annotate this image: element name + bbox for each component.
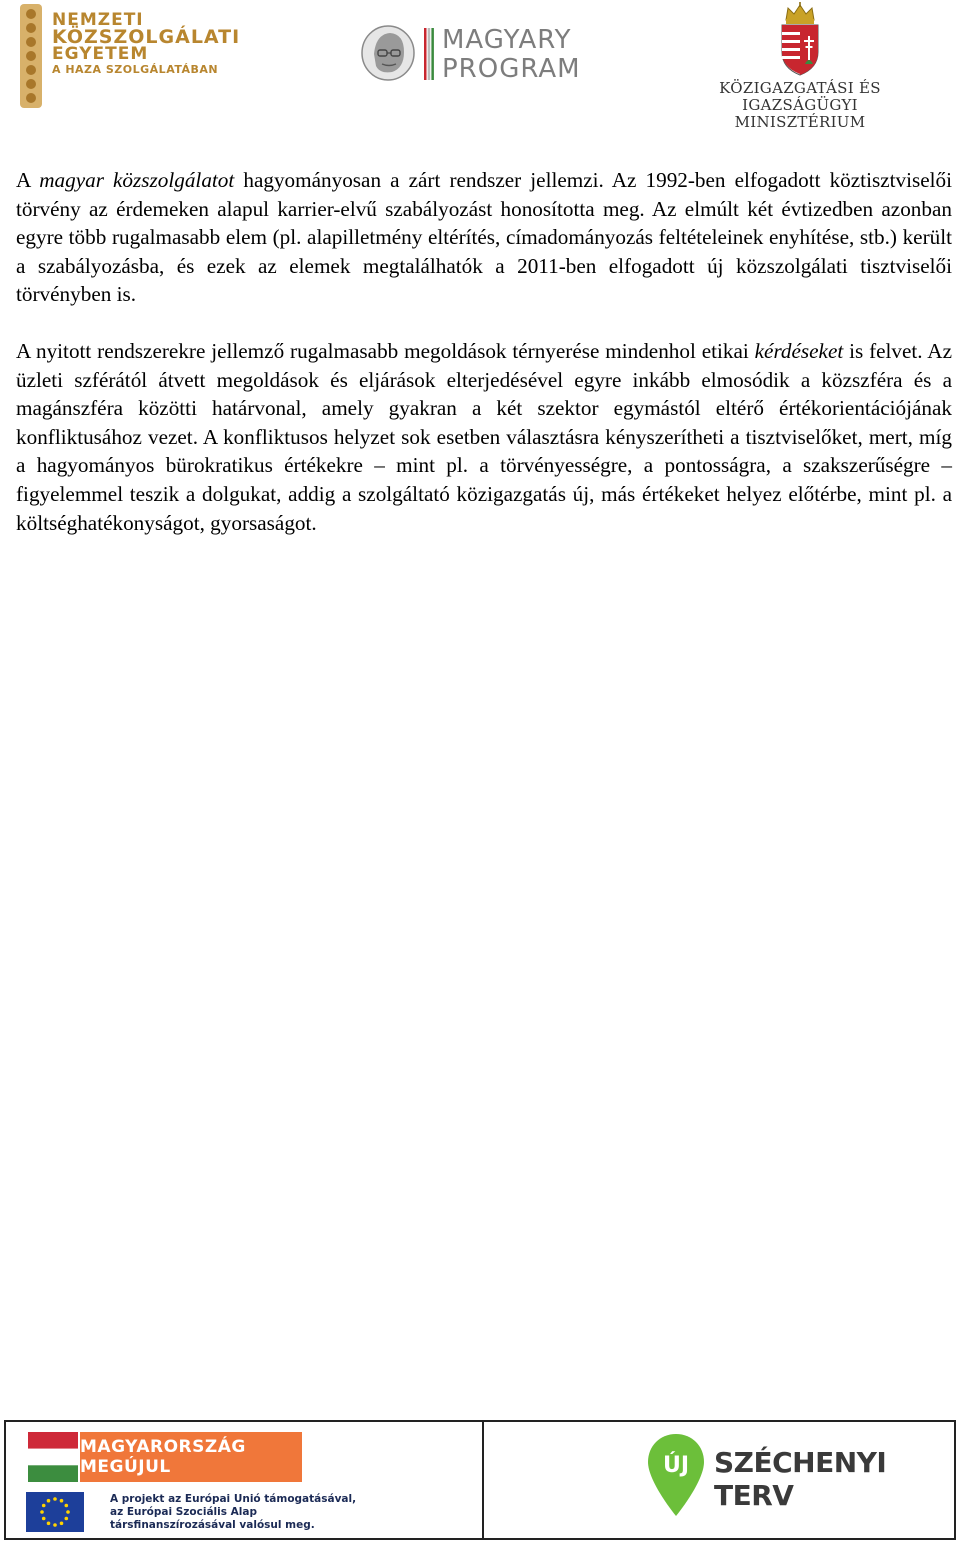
eu-flag-icon bbox=[26, 1492, 84, 1532]
nke-logo-line-4: A HAZA SZOLGÁLATÁBAN bbox=[52, 63, 219, 76]
banner-text: MAGYARORSZÁG MEGÚJUL bbox=[80, 1437, 246, 1477]
page-footer bbox=[4, 1420, 956, 1540]
hungarian-coat-of-arms-icon bbox=[778, 2, 822, 76]
magyarorszag-megujul-banner bbox=[80, 1432, 302, 1482]
paragraph-1-rest: hagyományosan a zárt rendszer jellemzi. Az 1992-ben elfogadott köztisztviselői törvény az érdemeken alapul karrier-elvű szabályozást honosította meg. Az elmúlt két évtizedben azonban egyre több rugalmasabb elem (pl. alapilletmény eltérítés, címadományozás feltételeinek enyhítése, stb.) került a szabályozásba, és ezek az elemek megtalálhatók a 2011-ben elfogadott új közszolgálati tisztviselői törvényben is. bbox=[16, 168, 952, 307]
nke-logo-line-2: KÖZSZOLGÁLATI bbox=[52, 26, 241, 48]
page-header bbox=[0, 0, 960, 131]
magyary-logo-line-2: PROGRAM bbox=[442, 54, 581, 84]
esf-line-2: az Európai Szociális Alap bbox=[110, 1506, 257, 1518]
esf-support-note bbox=[110, 1493, 356, 1532]
szechenyi-mark-text: ÚJ bbox=[662, 1453, 690, 1478]
paragraph-1 bbox=[16, 166, 952, 309]
footer-divider bbox=[482, 1422, 484, 1538]
hungarian-flag-icon bbox=[28, 1432, 78, 1482]
ministry-logo bbox=[670, 2, 930, 131]
paragraph-2-rest: is felvet. Az üzleti szférától átvett megoldások és eljárások elterjedésével egyre inkább elmosódik a közszféra és a magánszféra közötti határvonal, amely gyakran a két szektor egymástól eltérő értékorientációjának konfliktusához vezet. A konfliktusos helyzet sok esetben választásra kényszerítheti a tisztviselőket, mert, míg a hagyományos bürokratikus értékekre – mint pl. a törvényességre, a pontosságra, a szakszerűségre – figyelemmel teszik a dolgukat, addig a szolgáltató közigazgatás új, más értékeket helyez előtérbe, mint pl. a költséghatékonyságot, gyorsaságot. bbox=[16, 338, 952, 535]
nke-logo bbox=[18, 4, 258, 108]
szechenyi-map-pin-icon bbox=[646, 1432, 706, 1518]
paragraph-2-italic: kérdéseket bbox=[754, 338, 844, 363]
szechenyi-terv-name: SZÉCHENYI TERV bbox=[714, 1446, 887, 1512]
nke-logo-line-1: NEMZETI bbox=[52, 10, 144, 30]
tricolor-bars-icon bbox=[424, 28, 434, 80]
nke-logo-line-3: EGYETEM bbox=[52, 44, 149, 64]
document-body bbox=[16, 166, 952, 537]
paragraph-2-lead: A nyitott rendszerekre jellemző rugalmasabb megoldások térnyerése mindenhol etikai bbox=[16, 338, 755, 363]
ministry-logo-line-1: KÖZIGAZGATÁSI ÉS IGAZSÁGÜGYI bbox=[719, 79, 881, 114]
ministry-logo-line-2: MINISZTÉRIUM bbox=[734, 113, 866, 131]
esf-line-1: A projekt az Európai Unió támogatásával, bbox=[110, 1493, 357, 1505]
esf-line-3: társfinanszírozásával valósul meg. bbox=[110, 1519, 315, 1531]
portrait-head-icon bbox=[360, 24, 416, 82]
paragraph-1-lead: A bbox=[16, 168, 40, 192]
paragraph-2 bbox=[16, 337, 952, 537]
magyary-program-logo bbox=[360, 22, 590, 86]
paragraph-1-italic: magyar közszolgálatot bbox=[39, 168, 235, 192]
magyary-logo-line-1: MAGYARY bbox=[442, 25, 572, 55]
university-emblem-icon bbox=[18, 4, 44, 108]
